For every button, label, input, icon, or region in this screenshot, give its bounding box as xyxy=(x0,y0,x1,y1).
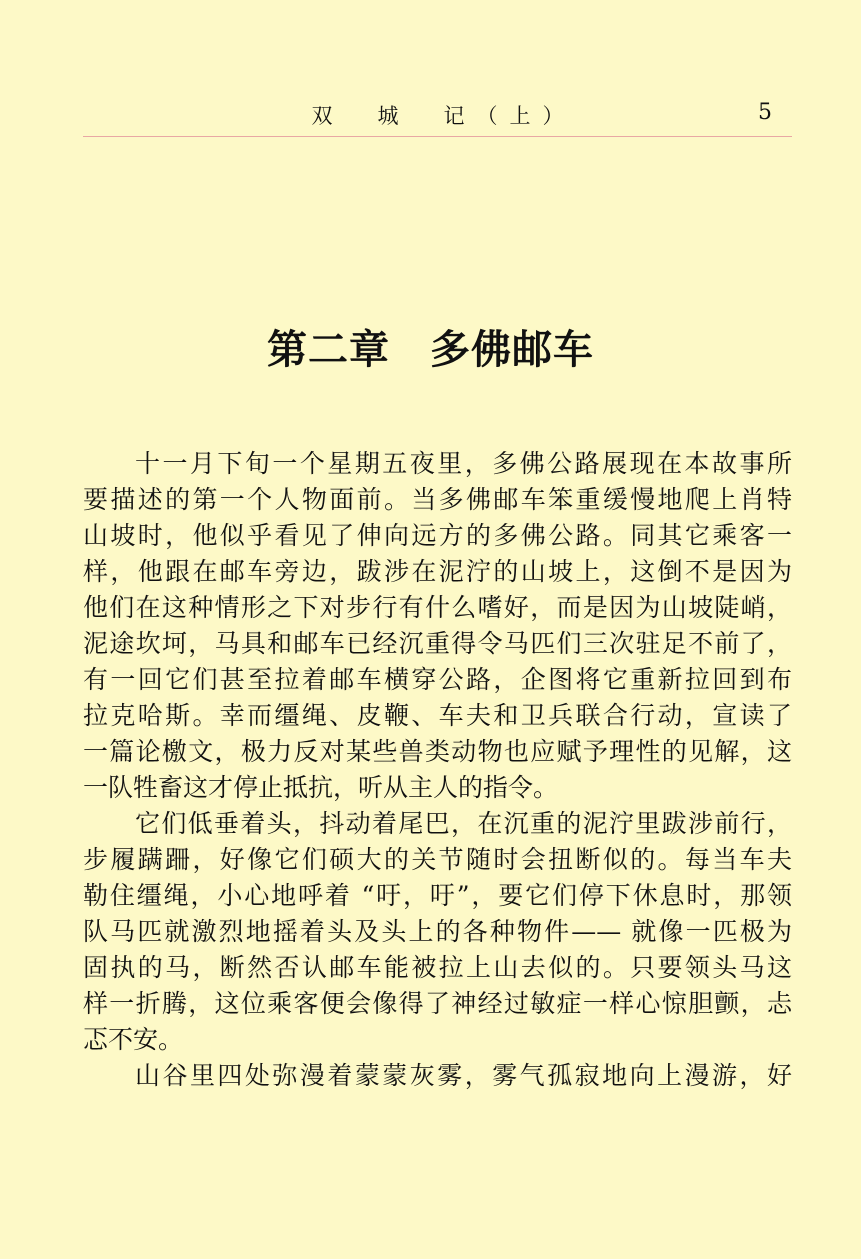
paragraph xyxy=(83,806,792,1058)
page-number: 5 xyxy=(758,100,772,125)
chapter-title: 多佛邮车 xyxy=(430,327,594,373)
text-line: 忑不安。 xyxy=(83,1025,184,1054)
text-line: 拉克哈斯。幸而缰绳、皮鞭、车夫和卫兵联合行动，宣读了 xyxy=(83,701,792,730)
paragraph xyxy=(83,1058,792,1094)
text-line: 有一回它们甚至拉着邮车横穿公路，企图将它重新拉回到布 xyxy=(83,665,792,694)
text-line: 一篇论檄文，极力反对某些兽类动物也应赋予理性的见解，这 xyxy=(83,737,792,766)
chapter-heading xyxy=(0,318,861,375)
text-line: 样，他跟在邮车旁边，跋涉在泥泞的山坡上，这倒不是因为 xyxy=(83,557,792,586)
text-line: 固执的马，断然否认邮车能被拉上山去似的。只要领头马这 xyxy=(83,953,792,982)
text-line: 它们低垂着头，抖动着尾巴，在沉重的泥泞里跋涉前行， xyxy=(135,809,792,838)
header-divider xyxy=(83,136,792,137)
text-line: 他们在这种情形之下对步行有什么嗜好，而是因为山坡陡峭， xyxy=(83,593,792,622)
running-head xyxy=(83,92,792,132)
text-line: 步履蹒跚，好像它们硕大的关节随时会扭断似的。每当车夫 xyxy=(83,845,792,874)
text-line: 队马匹就激烈地摇着头及头上的各种物件—— 就像一匹极为 xyxy=(83,917,792,946)
text-line: 样一折腾，这位乘客便会像得了神经过敏症一样心惊胆颤，忐 xyxy=(83,989,792,1018)
text-line: 十一月下旬一个星期五夜里，多佛公路展现在本故事所 xyxy=(135,449,792,478)
text-line: 山坡时，他似乎看见了伸向远方的多佛公路。同其它乘客一 xyxy=(83,521,792,550)
chapter-number: 第二章 xyxy=(267,327,390,373)
text-line: 泥途坎坷，马具和邮车已经沉重得令马匹们三次驻足不前了， xyxy=(83,629,792,658)
text-line: 山谷里四处弥漫着蒙蒙灰雾，雾气孤寂地向上漫游，好 xyxy=(135,1061,792,1090)
paragraph xyxy=(83,446,792,806)
text-line: 一队牲畜这才停止抵抗，听从主人的指令。 xyxy=(83,773,559,802)
text-line: 要描述的第一个人物面前。当多佛邮车笨重缓慢地爬上肖特 xyxy=(83,485,792,514)
book-title: 双 城 记（上） xyxy=(311,104,576,128)
text-line: 勒住缰绳，小心地呼着 “吁，吁”，要它们停下休息时，那领 xyxy=(83,881,792,910)
body-text xyxy=(83,446,792,1094)
